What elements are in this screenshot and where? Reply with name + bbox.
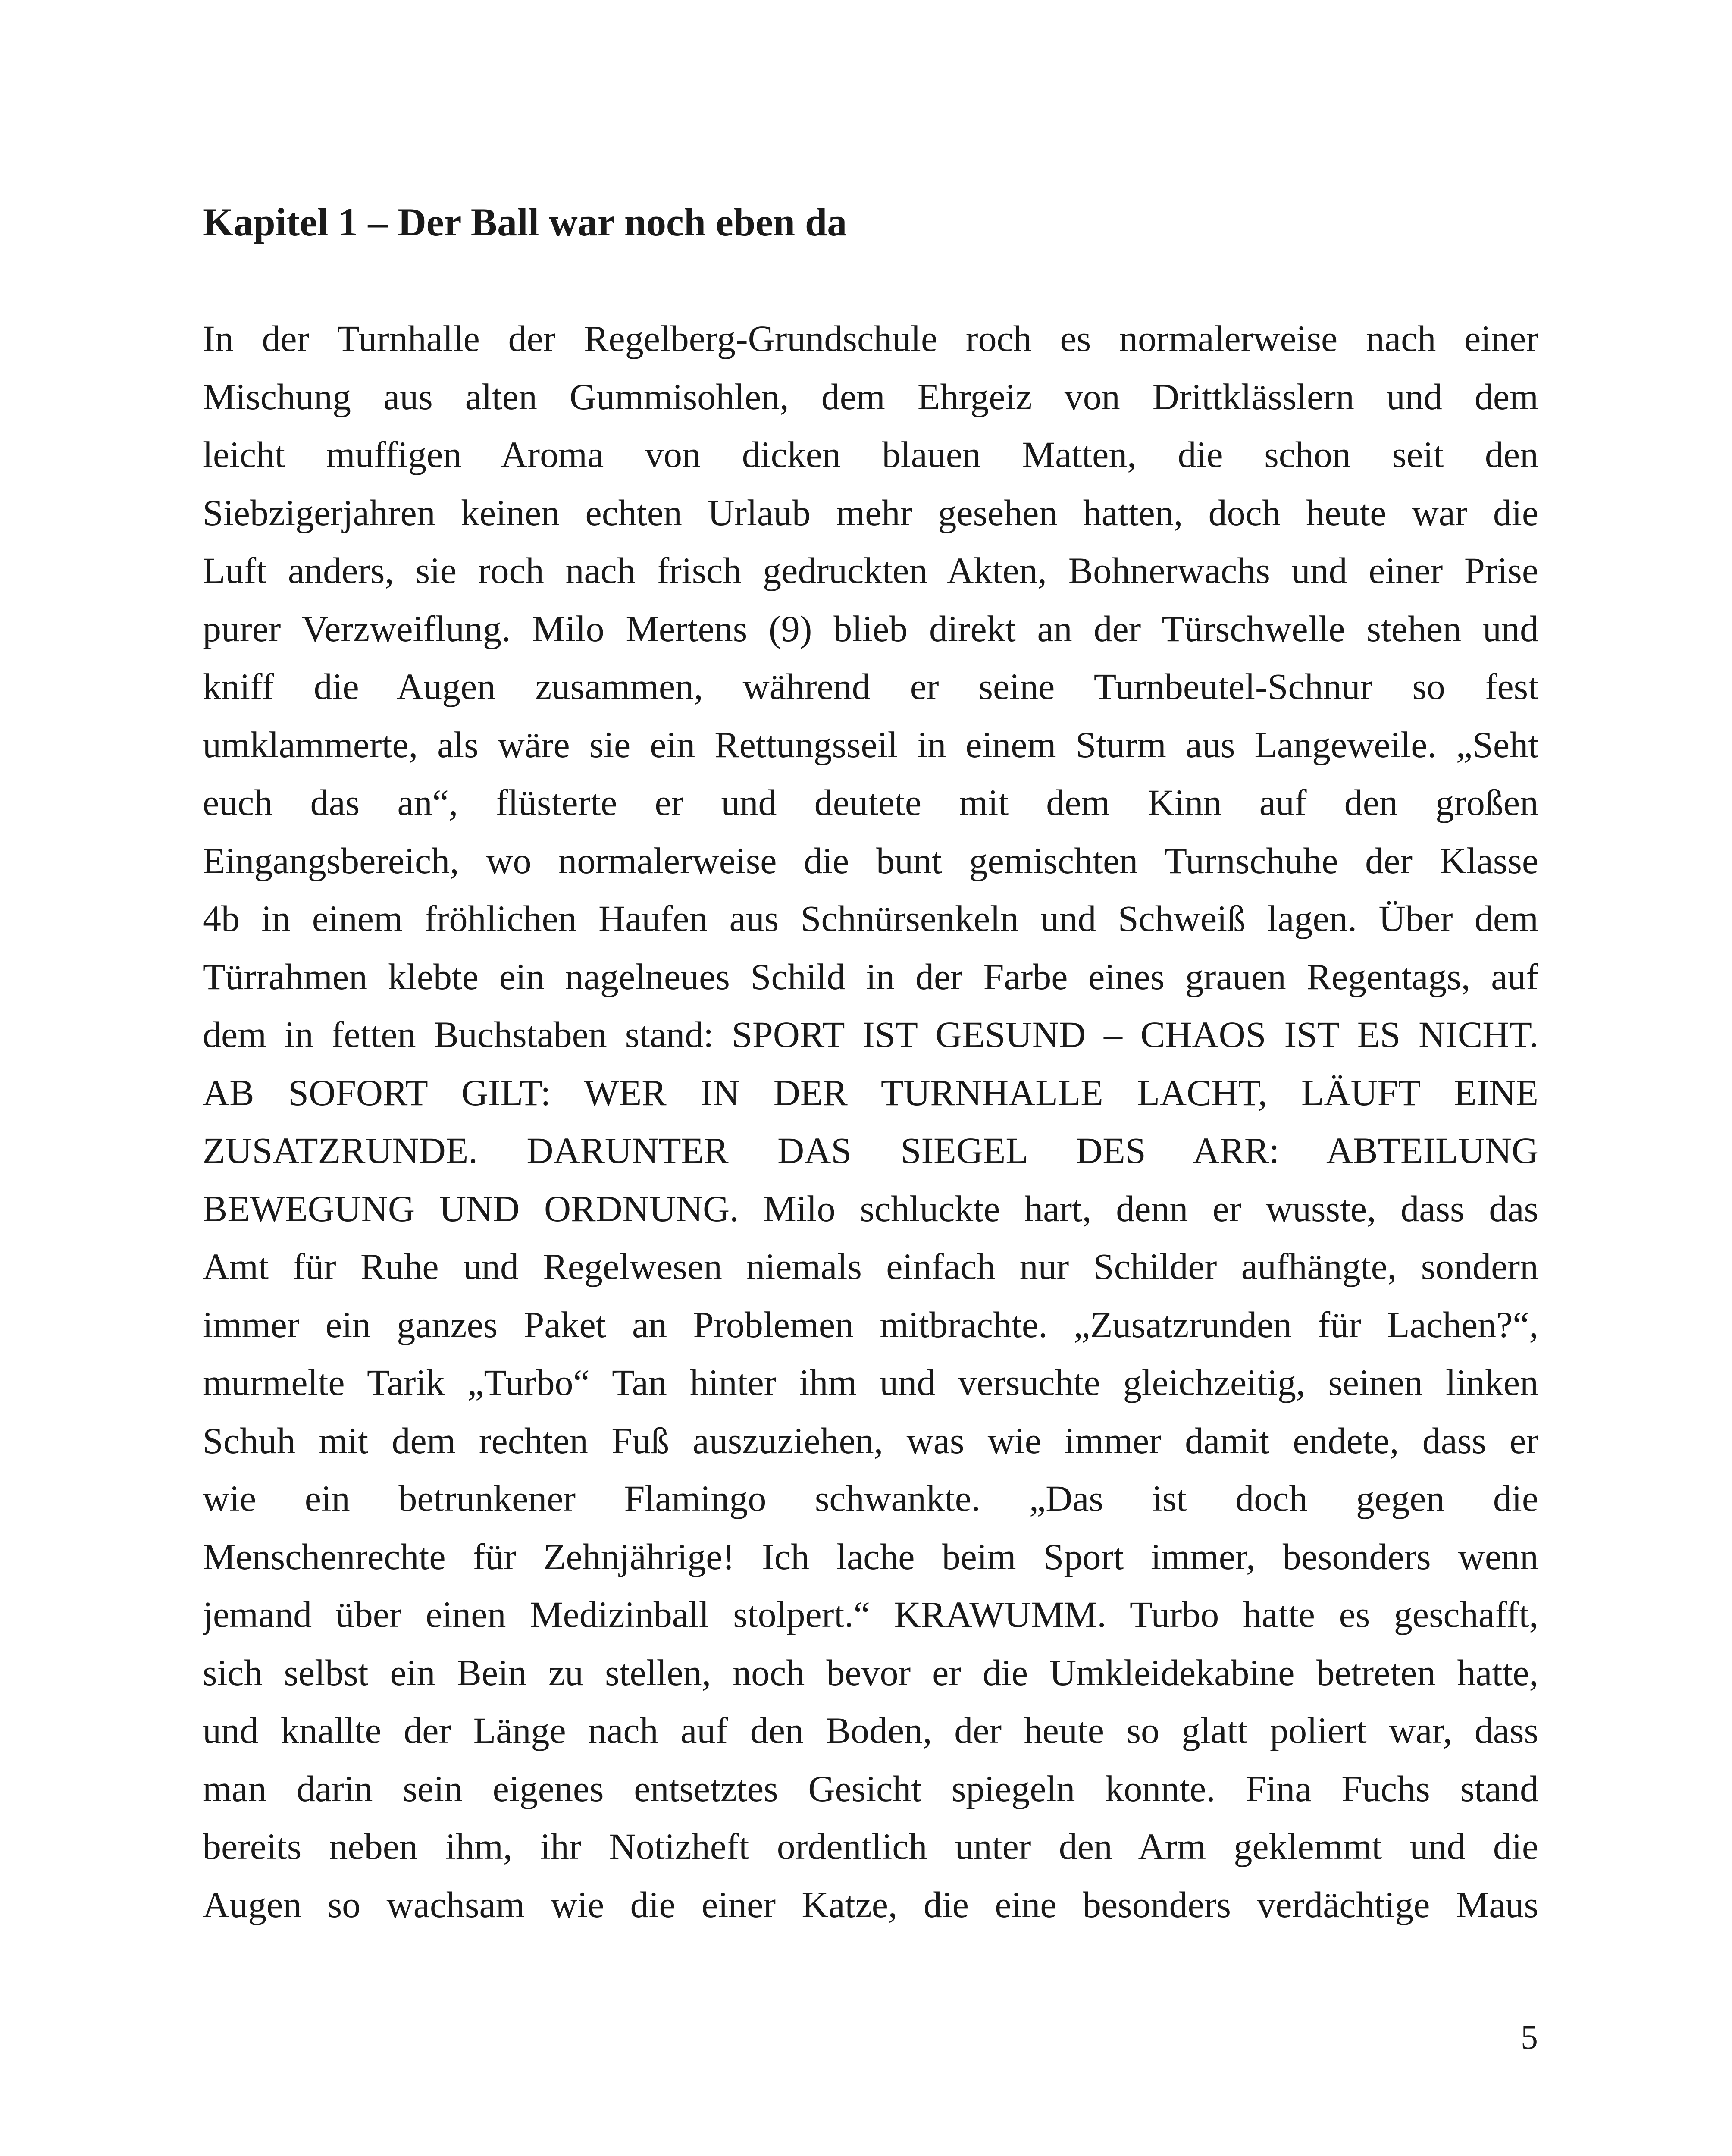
- body-paragraph: [203, 310, 1538, 1934]
- text-line: ZUSATZRUNDE. DARUNTER DAS SIEGEL DES ARR: ABTEILUNG: [203, 1130, 1538, 1171]
- text-line: Amt für Ruhe und Regelwesen niemals einfach nur Schilder aufhängte, sondern: [203, 1246, 1538, 1287]
- text-line: purer Verzweiflung. Milo Mertens (9) blieb direkt an der Türschwelle stehen und: [203, 608, 1538, 649]
- text-line: Luft anders, sie roch nach frisch gedruckten Akten, Bohnerwachs und einer Prise: [203, 550, 1538, 591]
- text-line: 4b in einem fröhlichen Haufen aus Schnürsenkeln und Schweiß lagen. Über dem: [203, 898, 1538, 939]
- text-line: euch das an“, flüsterte er und deutete mit dem Kinn auf den großen: [203, 782, 1538, 823]
- text-line: Augen so wachsam wie die einer Katze, die eine besonders verdächtige Maus: [203, 1883, 1538, 1925]
- text-line: BEWEGUNG UND ORDNUNG. Milo schluckte hart, denn er wusste, dass das: [203, 1188, 1538, 1229]
- text-line: umklammerte, als wäre sie ein Rettungsseil in einem Sturm aus Langeweile. „Seht: [203, 724, 1538, 765]
- text-line: In der Turnhalle der Regelberg-Grundschule roch es normalerweise nach einer: [203, 318, 1538, 359]
- text-line: leicht muffigen Aroma von dicken blauen Matten, die schon seit den: [203, 434, 1538, 475]
- text-line: Eingangsbereich, wo normalerweise die bunt gemischten Turnschuhe der Klasse: [203, 840, 1538, 881]
- text-line: wie ein betrunkener Flamingo schwankte. „Das ist doch gegen die: [203, 1478, 1538, 1519]
- text-line: Mischung aus alten Gummisohlen, dem Ehrgeiz von Drittklässlern und dem: [203, 376, 1538, 417]
- text-line: und knallte der Länge nach auf den Boden, der heute so glatt poliert war, dass: [203, 1710, 1538, 1751]
- text-line: dem in fetten Buchstaben stand: SPORT IST GESUND – CHAOS IST ES NICHT.: [203, 1014, 1538, 1055]
- text-line: sich selbst ein Bein zu stellen, noch bevor er die Umkleidekabine betreten hatte,: [203, 1651, 1538, 1693]
- text-line: Siebzigerjahren keinen echten Urlaub mehr gesehen hatten, doch heute war die: [203, 492, 1538, 533]
- text-line: Schuh mit dem rechten Fuß auszuziehen, was wie immer damit endete, dass er: [203, 1420, 1538, 1461]
- text-line: man darin sein eigenes entsetztes Gesicht spiegeln konnte. Fina Fuchs stand: [203, 1767, 1538, 1809]
- text-line: murmelte Tarik „Turbo“ Tan hinter ihm und versuchte gleichzeitig, seinen linken: [203, 1362, 1538, 1403]
- text-line: jemand über einen Medizinball stolpert.“ KRAWUMM. Turbo hatte es geschafft,: [203, 1594, 1538, 1635]
- text-line: kniff die Augen zusammen, während er seine Turnbeutel-Schnur so fest: [203, 666, 1538, 707]
- text-line: immer ein ganzes Paket an Problemen mitbrachte. „Zusatzrunden für Lachen?“,: [203, 1304, 1538, 1345]
- text-line: Türrahmen klebte ein nagelneues Schild in der Farbe eines grauen Regentags, auf: [203, 956, 1538, 997]
- text-line: AB SOFORT GILT: WER IN DER TURNHALLE LACHT, LÄUFT EINE: [203, 1072, 1538, 1113]
- text-line: bereits neben ihm, ihr Notizheft ordentlich unter den Arm geklemmt und die: [203, 1826, 1538, 1867]
- chapter-title: Kapitel 1 – Der Ball war noch eben da: [203, 200, 847, 244]
- page-number: 5: [1521, 2018, 1538, 2056]
- text-line: Menschenrechte für Zehnjährige! Ich lache beim Sport immer, besonders wenn: [203, 1536, 1538, 1577]
